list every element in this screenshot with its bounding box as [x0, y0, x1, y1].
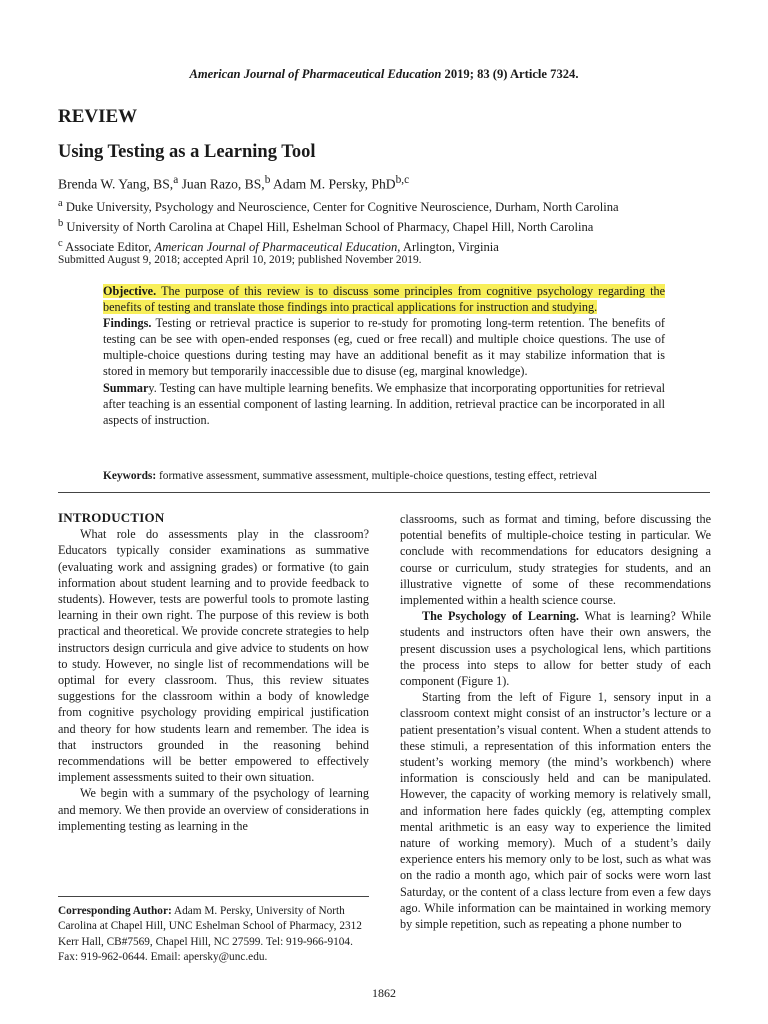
body-paragraph: classrooms, such as format and timing, before discussing the potential benefits of multiple-choice testing in particular. We conclude with recommendations for educators designing a course or curriculum, study strategies for students, and an illustrative vignette of some of these recommendations implemented within a health science course. — [400, 512, 711, 608]
left-column — [58, 510, 369, 834]
affiliation-item — [58, 216, 619, 236]
section-type: REVIEW — [58, 106, 138, 127]
abstract-divider — [58, 492, 710, 493]
findings-label: Findings. — [103, 316, 152, 331]
author-list — [58, 171, 409, 194]
affiliation-text: Duke University, Psychology and Neuroscience, Center for Cognitive Neuroscience, Durham, North Carolina — [62, 200, 619, 215]
author-affiliation-mark: b,c — [395, 174, 410, 186]
author-name: Adam M. Persky, PhD — [270, 176, 396, 192]
keywords — [103, 469, 703, 483]
footnote-rule — [58, 896, 369, 897]
body-paragraph: What role do assessments play in the classroom? Educators typically consider examinations as summative (evaluating work and assigning grades) or formative (to gain information about student learning and to provide feedback to students). However, tests are powerful tools to promote lasting learning in their own right. The purpose of this review is both practical and theoretical. We provide concrete strategies to help instructors design curricula and give advice to students on how to study. However, no single list of recommendations will be optimal for every classroom. Thus, this review situates suggestions for the classroom within a body of knowledge from cognitive psychology providing empirical justification and theory for how students learn and remember. The idea is that instructors grounded in the reasoning behind recommendations will be better empowered to effectively implement assessments suited to their own situation. — [58, 527, 369, 785]
page-number: 1862 — [372, 986, 396, 1000]
subsection-heading: The Psychology of Learning. — [422, 609, 579, 624]
affiliation-item — [58, 196, 619, 216]
keywords-text: formative assessment, summative assessment, multiple-choice questions, testing effect, retrieval — [156, 470, 598, 482]
author-affiliation-mark: b — [264, 174, 271, 186]
right-column — [400, 511, 711, 932]
journal-citation: 2019; 83 (9) Article 7324. — [441, 67, 579, 81]
objective-highlight — [103, 284, 665, 314]
journal-name: American Journal of Pharmaceutical Education — [189, 67, 442, 81]
affiliation-mark: b — [58, 217, 64, 229]
abstract-objective — [103, 283, 665, 315]
keywords-label: Keywords: — [103, 470, 157, 482]
findings-text: Testing or retrieval practice is superior to re-study for promoting long-term retention. The benefits of testing can be see with open-ended responses (eg, cued or free recall) and multiple choice questions. The use of multiple-choice questions during testing may have an additional benefit as it may stabilize information that is stored in memory but temporarily inaccessible due to disuse (eg, marginal knowledge). — [103, 316, 665, 379]
corresponding-author-text: Adam M. Persky, University of North Carolina at Chapel Hill, UNC Eshelman School of Pharmacy, 2312 Kerr Hall, CB#7569, Chapel Hill, NC 27599. Tel: 919-966-9104. Fax: 919-962-0644. Email: apersky@unc.edu. — [58, 905, 362, 964]
abstract-findings — [103, 315, 665, 379]
affiliation-mark: a — [58, 198, 63, 209]
author-name: Juan Razo, BS, — [178, 176, 265, 192]
affiliation-journal-name: American Journal of Pharmaceutical Education — [154, 239, 398, 254]
body-paragraph: Starting from the left of Figure 1, sensory input in a classroom context might consist of an instructor’s lecture or a patient presentation’s visual content. When a student attends to these stimuli, a representation of this information enters the student’s working memory (the mind’s workbench) where information is consciously held and can be manipulated. However, the capacity of working memory is relatively small, and information here fades quickly (eg, attempting complex mental arithmetic is an easy way to experience the limited nature of working memory). Much of a student’s daily experience enters his memory only to be lost, such as what was on the radio a month ago, which pair of socks were worn last Saturday, or the content of a class lecture from even a few days ago. While information can be maintained in working memory by simple repetition, such as repeating a phone number to — [400, 690, 711, 932]
affiliation-mark: c — [58, 237, 63, 249]
submission-dates: Submitted August 9, 2018; accepted April 10, 2019; published November 2019. — [58, 254, 422, 266]
affiliation-text: University of North Carolina at Chapel Hill, Eshelman School of Pharmacy, Chapel Hill, North Carolina — [63, 219, 594, 234]
author-affiliation-mark: a — [173, 174, 179, 186]
corresponding-author — [58, 904, 370, 966]
affiliation-text: , Arlington, Virginia — [397, 239, 499, 254]
affiliation-text: Associate Editor, — [62, 239, 155, 254]
corresponding-author-label: Corresponding Author: — [58, 905, 172, 917]
objective-text: The purpose of this review is to discuss some principles from cognitive psychology regarding the benefits of testing and translate those findings into practical applications for instruction and studying. — [103, 284, 665, 315]
abstract — [103, 283, 665, 428]
introduction-heading: INTRODUCTION — [58, 510, 165, 525]
summary-label-tail: y — [148, 380, 154, 395]
objective-label: Objective. — [103, 284, 157, 298]
affiliation-list — [58, 196, 619, 255]
author-name: Brenda W. Yang, BS, — [58, 176, 174, 192]
abstract-summary — [103, 380, 665, 428]
journal-header — [0, 66, 768, 82]
article-title: Using Testing as a Learning Tool — [58, 142, 316, 162]
body-paragraph — [400, 608, 711, 689]
body-paragraph: We begin with a summary of the psychology of learning and memory. We then provide an overview of considerations in implementing testing as learning in the — [58, 786, 369, 833]
summary-text: . Testing can have multiple learning benefits. We emphasize that incorporating opportunities for retrieval after teaching is an essential component of lasting learning. In addition, retrieval practice can be incorporated in all aspects of instruction. — [103, 380, 665, 427]
subsection-text: What is learning? While students and instructors often have their own answers, the present discussion uses a psychological lens, which partitions the process into steps to allow for better study of each component (Figure 1). — [400, 609, 711, 689]
summary-label: Summar — [103, 380, 149, 395]
